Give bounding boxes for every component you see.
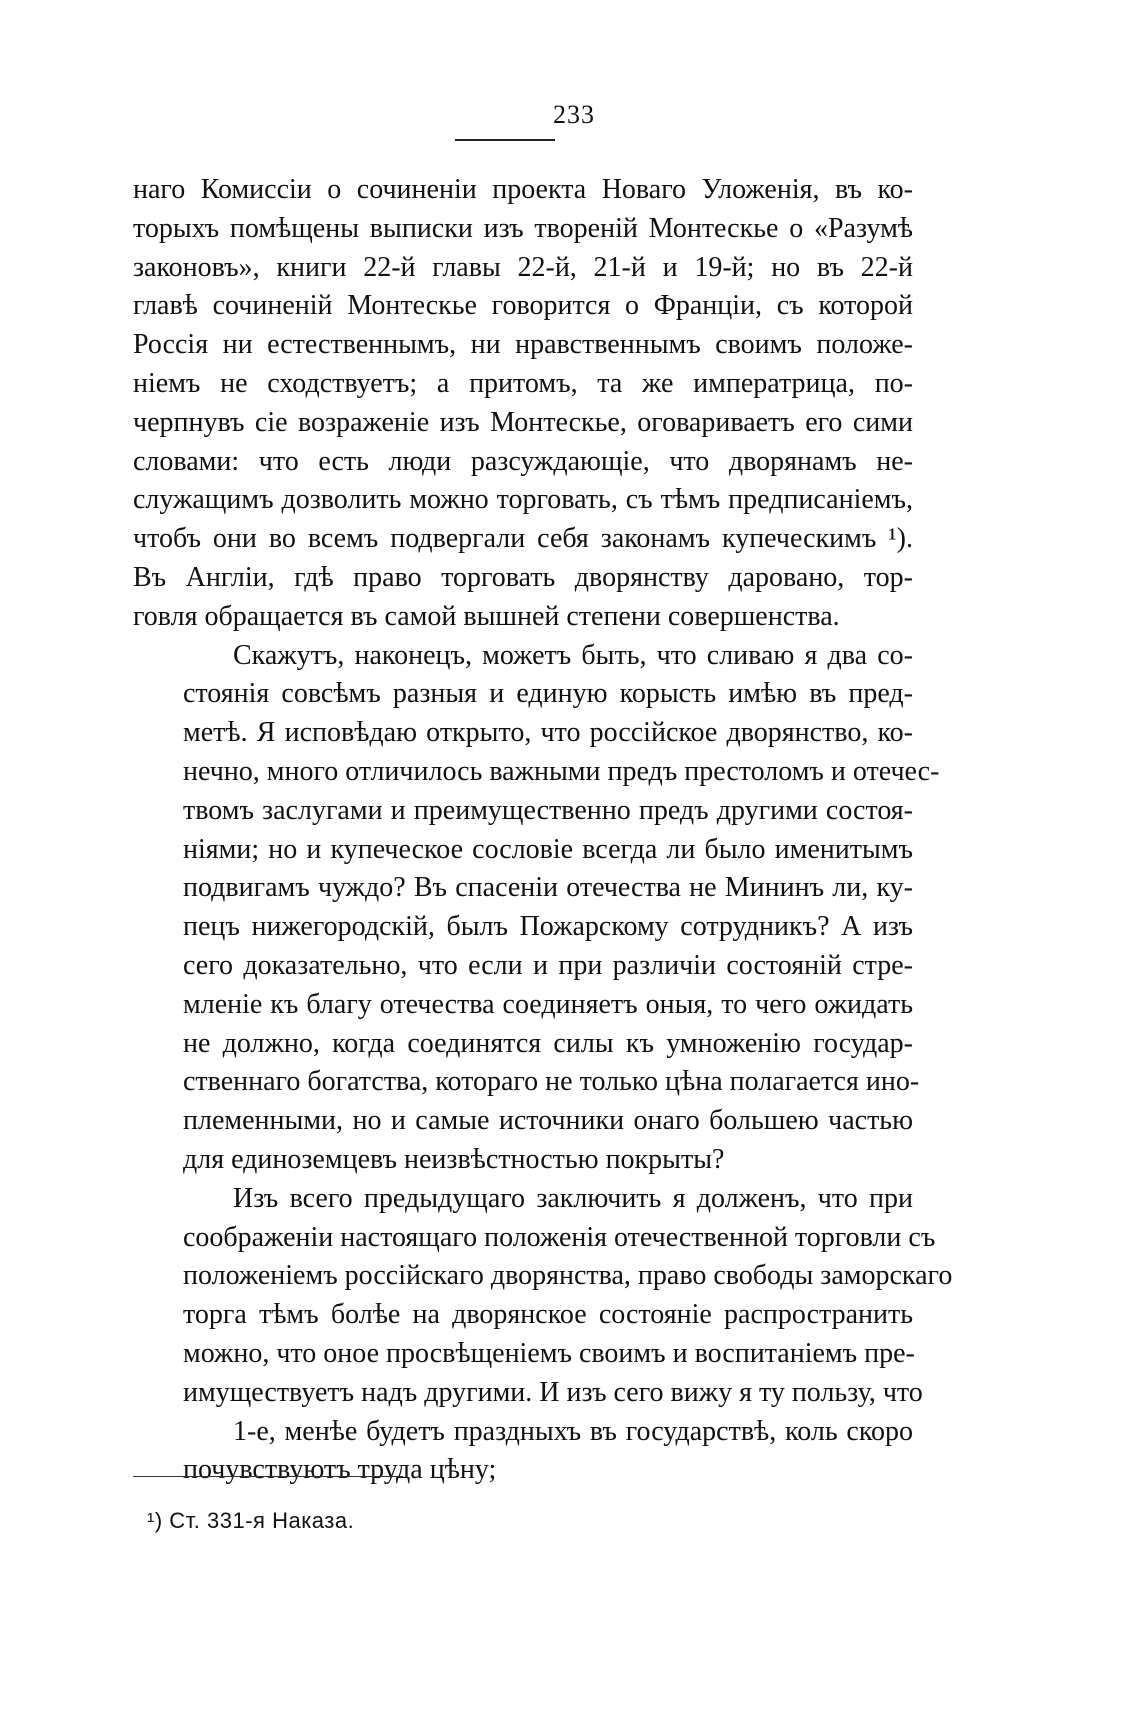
text-line: торыхъ помѣщены выписки изъ твореній Монтескье о «Разумѣ bbox=[133, 212, 913, 244]
text-line: нечно, много отличилось важными предъ престоломъ и отечес- bbox=[183, 755, 940, 787]
text-line: сего доказательно, что если и при различіи состояній стре- bbox=[183, 949, 913, 981]
text-line: Изъ всего предыдущаго заключить я долженъ, что при bbox=[233, 1182, 913, 1214]
text-line: чтобъ они во всемъ подвергали себя законамъ купеческимъ ¹). bbox=[133, 523, 913, 555]
text-line: племенными, но и самые источники онаго большею частью bbox=[183, 1105, 913, 1137]
paragraph bbox=[133, 1180, 953, 1413]
text-line: служащимъ дозволить можно торговать, съ тѣмъ предписаніемъ, bbox=[133, 484, 913, 516]
text-line: ніями; но и купеческое сословіе всегда ли было именитымъ bbox=[183, 833, 913, 865]
text-line: не должно, когда соединятся силы къ умноженію государ- bbox=[183, 1027, 913, 1059]
text-line: почувствуютъ труда цѣну; bbox=[183, 1454, 497, 1486]
text-line: мленіе къ благу отечества соединяетъ оныя, то чего ожидать bbox=[183, 988, 913, 1020]
text-line: положеніемъ россійскаго дворянства, право свободы заморскаго bbox=[183, 1260, 953, 1292]
text-line: Въ Англіи, гдѣ право торговать дворянству даровано, тор- bbox=[133, 561, 913, 593]
text-line: ственнаго богатства, котораго не только цѣна полагается ино- bbox=[183, 1066, 920, 1098]
text-line: словами: что есть люди разсуждающіе, что дворянамъ не- bbox=[133, 445, 913, 477]
text-line: 1-е, менѣе будетъ праздныхъ въ государствѣ, коль скоро bbox=[233, 1415, 913, 1447]
text-line: можно, что оное просвѣщеніемъ своимъ и воспитаніемъ пре- bbox=[183, 1337, 915, 1369]
text-line: подвигамъ чуждо? Въ спасеніи отечества не Мининъ ли, ку- bbox=[183, 872, 913, 904]
page-number-text: 233 bbox=[553, 100, 595, 129]
text-line: главѣ сочиненій Монтескье говорится о Франціи, съ которой bbox=[133, 290, 913, 322]
text-line: имуществуетъ надъ другими. И изъ сего вижу я ту пользу, что bbox=[183, 1376, 923, 1408]
text-line: законовъ», книги 22-й главы 22-й, 21-й и 19-й; но въ 22-й bbox=[133, 251, 913, 283]
text-line: Россія ни естественнымъ, ни нравственнымъ своимъ положе- bbox=[133, 329, 913, 361]
footnote-divider bbox=[133, 1476, 403, 1477]
paragraph bbox=[133, 171, 913, 637]
text-line: ніемъ не сходствуетъ; а притомъ, та же императрица, по- bbox=[133, 367, 913, 399]
footnote: ¹) Ст. 331-я Наказа. bbox=[147, 1508, 355, 1533]
page-number bbox=[0, 100, 1140, 130]
paragraph bbox=[133, 637, 940, 1180]
text-line: Скажутъ, наконецъ, можетъ быть, что сливаю я два со- bbox=[233, 639, 913, 671]
text-line: пецъ нижегородскій, былъ Пожарскому сотрудникъ? А изъ bbox=[183, 911, 913, 943]
text-line: черпнувъ сіе возраженіе изъ Монтескье, оговариваетъ его сими bbox=[133, 406, 913, 438]
text-line: говля обращается въ самой вышней степени совершенства. bbox=[133, 600, 840, 632]
text-line: соображеніи настоящаго положенія отечественной торговли съ bbox=[183, 1221, 936, 1253]
text-line: торга тѣмъ болѣе на дворянское состояніе распространить bbox=[183, 1299, 913, 1331]
text-line: стоянія совсѣмъ разныя и единую корысть имѣю въ пред- bbox=[183, 678, 913, 710]
text-line: метѣ. Я исповѣдаю открыто, что россійское дворянство, ко- bbox=[183, 717, 913, 749]
text-line: наго Комиссіи о сочиненіи проекта Новаго Уложенія, въ ко- bbox=[133, 174, 913, 205]
text-line: для единоземцевъ неизвѣстностью покрыты? bbox=[183, 1143, 725, 1175]
text-line: твомъ заслугами и преимущественно предъ другими состоя- bbox=[183, 794, 913, 826]
header-rule bbox=[455, 139, 555, 141]
paragraph bbox=[133, 1413, 913, 1491]
body-text bbox=[133, 171, 953, 1490]
